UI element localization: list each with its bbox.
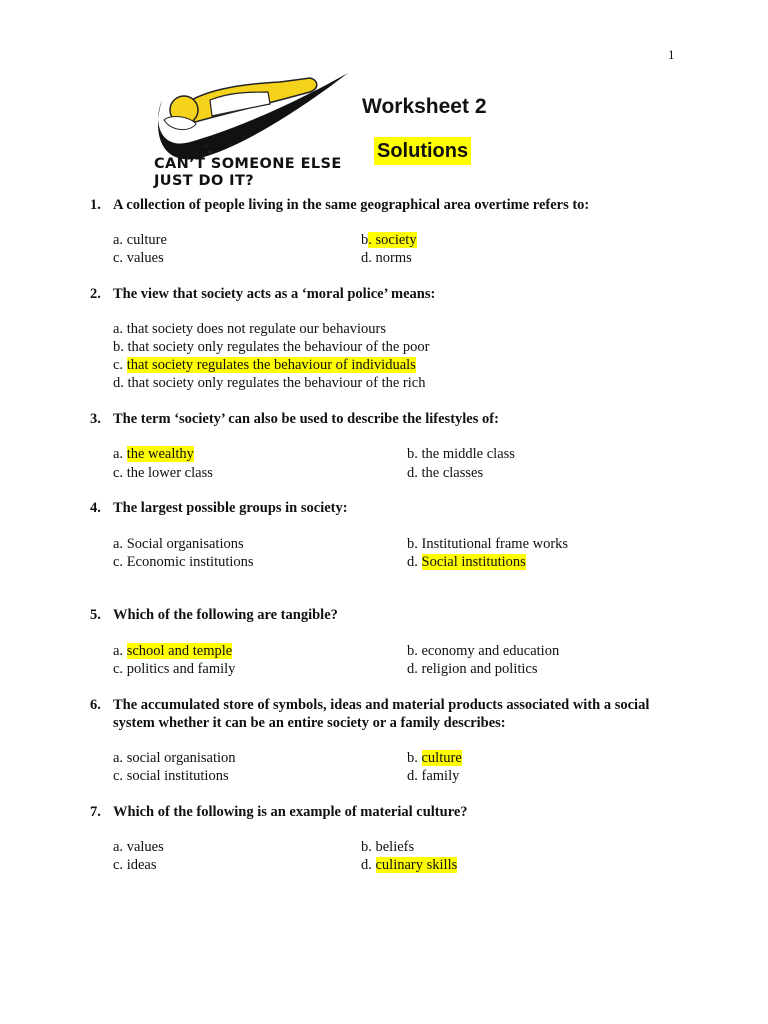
question-text: Which of the following is an example of material culture?: [113, 804, 468, 820]
correct-answer-highlight: culinary skills: [375, 857, 458, 873]
option-a: a. culture: [113, 232, 167, 248]
question-7: [90, 803, 690, 821]
option-b: b. culture: [407, 750, 462, 766]
question-6: [90, 696, 690, 732]
option-d: d. culinary skills: [361, 857, 458, 873]
option-c: c. politics and family: [113, 661, 236, 677]
option-b: b. society: [361, 232, 417, 248]
question-text: The view that society acts as a ‘moral police’ means:: [113, 286, 436, 302]
option-d: d. the classes: [407, 465, 484, 481]
question-number: 4.: [90, 500, 101, 516]
option-a: a. the wealthy: [113, 446, 194, 462]
correct-answer-highlight: culture: [421, 750, 462, 766]
logo-caption: [154, 156, 354, 190]
option-b: b. that society only regulates the behaviour of the poor: [113, 339, 430, 355]
option-a: a. values: [113, 839, 164, 855]
option-a: a. that society does not regulate our behaviours: [113, 321, 387, 337]
option-d: d. that society only regulates the behaviour of the rich: [113, 375, 426, 391]
correct-answer-highlight: . society: [368, 232, 417, 248]
question-number: 6.: [90, 697, 101, 713]
question-number: 1.: [90, 197, 101, 213]
page-subtitle: Solutions: [374, 137, 471, 165]
option-b: b. Institutional frame works: [407, 536, 569, 552]
correct-answer-highlight: that society regulates the behaviour of individuals: [126, 357, 416, 373]
question-2: [90, 285, 690, 303]
question-number: 5.: [90, 607, 101, 623]
option-d: d. norms: [361, 250, 412, 266]
question-4: [90, 499, 690, 517]
option-b: b. the middle class: [407, 446, 515, 462]
option-c: c. social institutions: [113, 768, 229, 784]
option-c: c. the lower class: [113, 465, 213, 481]
page-number: 1: [668, 47, 675, 62]
question-number: 7.: [90, 804, 101, 820]
question-1: [90, 196, 690, 214]
question-number: 2.: [90, 286, 101, 302]
question-5: [90, 606, 690, 624]
question-text: The term ‘society’ can also be used to describe the lifestyles of:: [113, 411, 499, 427]
question-text: Which of the following are tangible?: [113, 607, 338, 623]
page-title: Worksheet 2: [362, 95, 487, 118]
question-number: 3.: [90, 411, 101, 427]
option-b: b. economy and education: [407, 643, 560, 659]
correct-answer-highlight: the wealthy: [126, 446, 194, 462]
option-b: b. beliefs: [361, 839, 415, 855]
logo-caption-line-2: JUST DO IT?: [154, 173, 255, 189]
correct-answer-highlight: school and temple: [126, 643, 233, 659]
question-text: The accumulated store of symbols, ideas and material products associated with a social system whether it can be an entire society or a family describes:: [113, 697, 650, 731]
question-text: A collection of people living in the same geographical area overtime refers to:: [113, 197, 590, 213]
option-a: a. social organisation: [113, 750, 236, 766]
option-d: d. family: [407, 768, 460, 784]
option-a: a. Social organisations: [113, 536, 244, 552]
correct-answer-highlight: Social institutions: [421, 554, 526, 570]
option-c: c. ideas: [113, 857, 157, 873]
option-c: c. Economic institutions: [113, 554, 254, 570]
logo-caption-line-1: CAN’T SOMEONE ELSE: [154, 156, 342, 172]
option-d: d. religion and politics: [407, 661, 538, 677]
option-a: a. school and temple: [113, 643, 233, 659]
option-c: c. values: [113, 250, 164, 266]
option-c: c. that society regulates the behaviour of individuals: [113, 357, 416, 373]
question-3: [90, 410, 690, 428]
option-d: d. Social institutions: [407, 554, 526, 570]
question-text: The largest possible groups in society:: [113, 500, 348, 516]
